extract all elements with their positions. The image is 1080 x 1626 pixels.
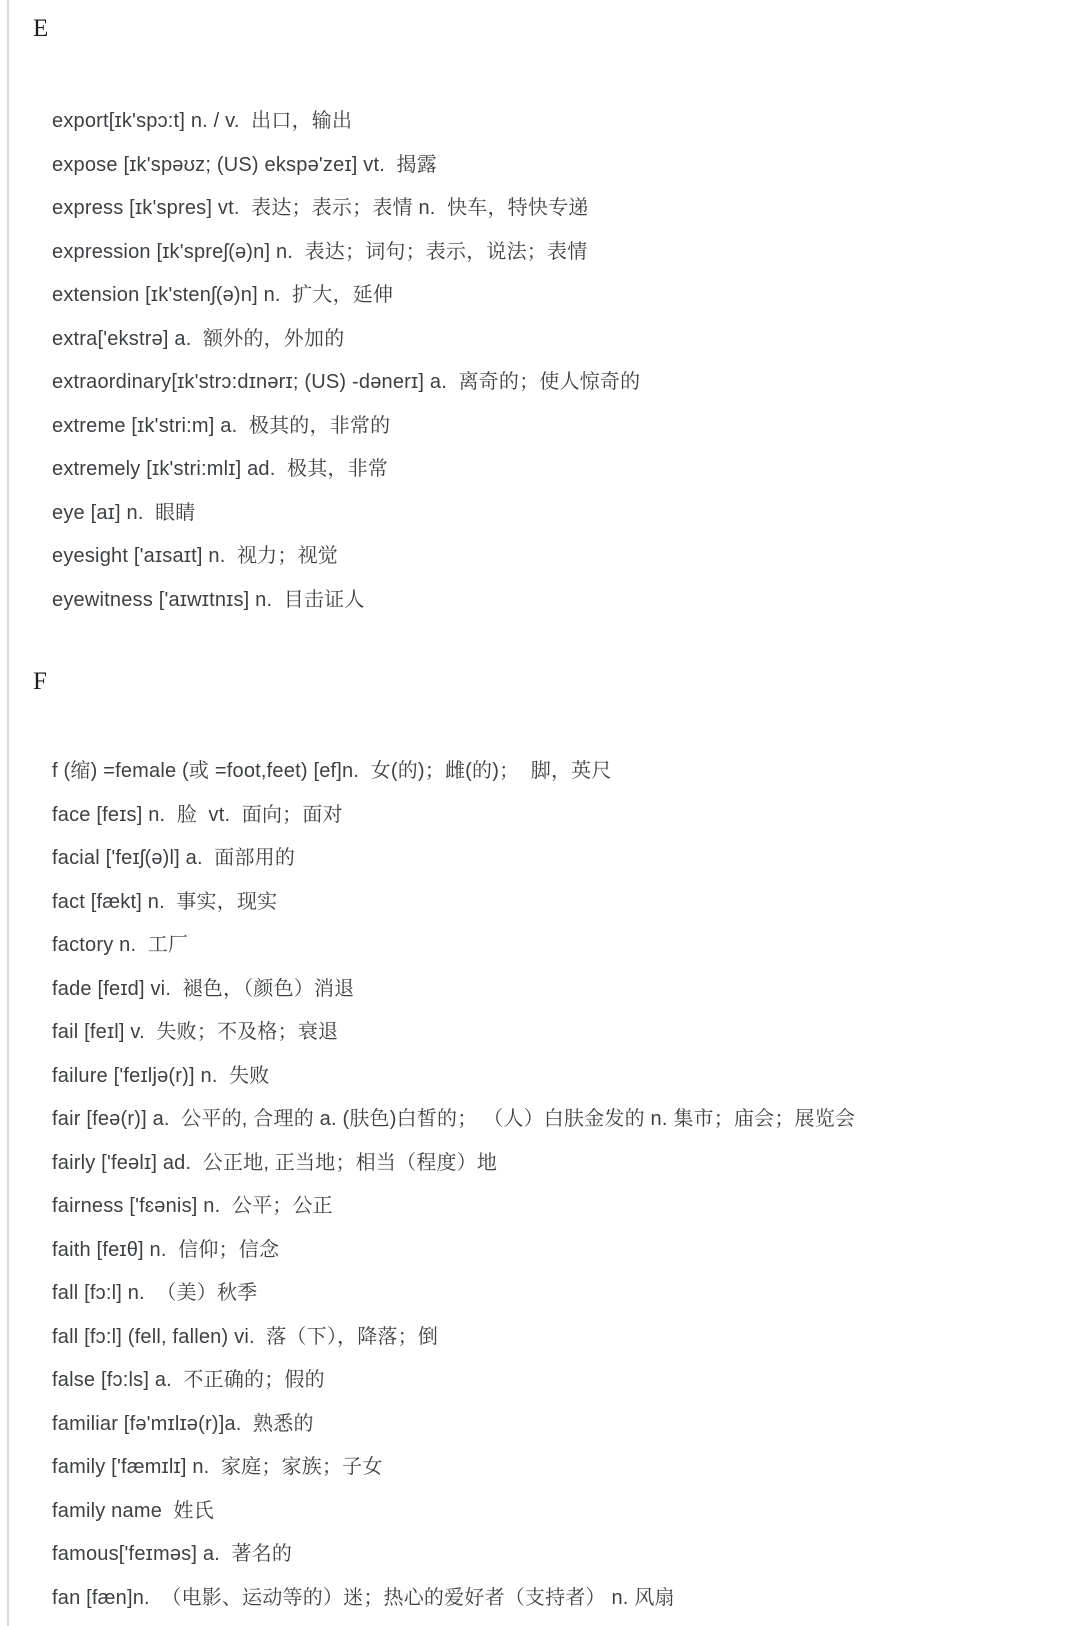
dictionary-entry: fact [fækt] n. 事实，现实 <box>52 890 278 913</box>
section-heading-e: E <box>33 15 49 42</box>
section-f-entries <box>52 747 1060 1617</box>
dictionary-entry: eyesight ['aɪsaɪt] n. 视力；视觉 <box>52 545 338 568</box>
dictionary-entry: fan [fæn]n. （电影、运动等的）迷；热心的爱好者（支持者） n. 风扇 <box>52 1586 675 1609</box>
dictionary-entry: f (缩) =female (或 =foot,feet) [ef]n. 女(的)；雌(的)； 脚，英尺 <box>52 760 612 783</box>
dictionary-entry: extremely [ɪk'stri:mlɪ] ad. 极其，非常 <box>52 458 389 481</box>
left-border-line <box>7 0 9 1626</box>
dictionary-entry: fall [fɔ:l] (fell, fallen) vi. 落（下），降落；倒 <box>52 1325 439 1348</box>
dictionary-entry: express [ɪk'spres] vt. 表达；表示；表情 n. 快车，特快专递 <box>52 197 589 220</box>
dictionary-entry: fairness ['fɛənis] n. 公平；公正 <box>52 1195 333 1218</box>
dictionary-entry: facial ['feɪʃ(ə)l] a. 面部用的 <box>52 847 296 870</box>
dictionary-entry: fall [fɔ:l] n. （美）秋季 <box>52 1282 258 1305</box>
dictionary-entry: famous['feɪməs] a. 著名的 <box>52 1543 293 1566</box>
dictionary-entry: export[ɪk'spɔ:t] n. / v. 出口，输出 <box>52 110 353 133</box>
dictionary-entry: extension [ɪk'stenʃ(ə)n] n. 扩大，延伸 <box>52 284 394 307</box>
dictionary-entry: extraordinary[ɪk'strɔ:dɪnərɪ; (US) -dənerɪ] a. 离奇的；使人惊奇的 <box>52 371 641 394</box>
dictionary-entry: fail [feɪl] v. 失败；不及格；衰退 <box>52 1021 339 1044</box>
dictionary-entry: eye [aɪ] n. 眼睛 <box>52 501 196 524</box>
dictionary-entry: family name 姓氏 <box>52 1499 214 1522</box>
dictionary-entry: failure ['feɪljə(r)] n. 失败 <box>52 1064 270 1087</box>
dictionary-entry: false [fɔ:ls] a. 不正确的；假的 <box>52 1369 325 1392</box>
dictionary-entry: fairly ['feəlɪ] ad. 公正地, 正当地；相当（程度）地 <box>52 1151 498 1174</box>
dictionary-entry: faith [feɪθ] n. 信仰；信念 <box>52 1238 280 1261</box>
section-heading-f: F <box>33 668 47 695</box>
dictionary-entry: fade [feɪd] vi. 褪色，（颜色）消退 <box>52 977 355 1000</box>
dictionary-entry: factory n. 工厂 <box>52 934 189 957</box>
dictionary-entry: extreme [ɪk'stri:m] a. 极其的，非常的 <box>52 414 391 437</box>
dictionary-entry: family ['fæmɪlɪ] n. 家庭；家族；子女 <box>52 1456 383 1479</box>
dictionary-entry: familiar [fə'mɪlɪə(r)]a. 熟悉的 <box>52 1412 314 1435</box>
dictionary-entry: fair [feə(r)] a. 公平的, 合理的 a. (肤色)白皙的； （人）白肤金发的 n. 集市；庙会；展览会 <box>52 1108 856 1131</box>
dictionary-entry: face [feɪs] n. 脸 vt. 面向；面对 <box>52 803 343 826</box>
section-e-entries <box>52 97 1060 619</box>
dictionary-entry: extra['ekstrə] a. 额外的，外加的 <box>52 327 345 350</box>
dictionary-entry: expose [ɪk'spəʊz; (US) ekspə'zeɪ] vt. 揭露 <box>52 153 437 176</box>
dictionary-entry: eyewitness ['aɪwɪtnɪs] n. 目击证人 <box>52 588 365 611</box>
dictionary-entry: expression [ɪk'spreʃ(ə)n] n. 表达；词句；表示，说法；表情 <box>52 240 588 263</box>
